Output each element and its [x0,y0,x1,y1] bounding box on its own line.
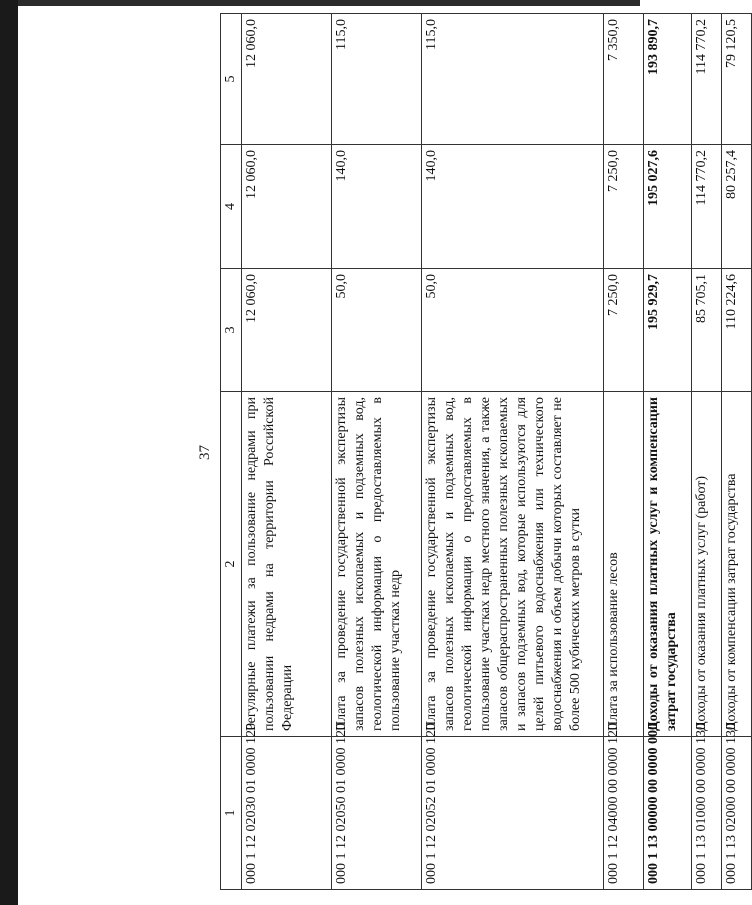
row-code: 000 1 12 02052 01 0000 120 [422,737,604,890]
row-name: Плата за использование лесов [604,392,644,737]
row-value-col3: 50,0 [422,269,604,392]
row-value-col5: 193 890,7 [644,14,692,145]
table-row-subtotal [644,14,692,890]
row-name: Плата за проведение государственной экспертизы запасов полезных ископаемых и подземных вод, геологической информации о предоставляемых в пользование участках недр [332,392,422,737]
table-row [332,14,422,890]
row-code: 000 1 12 04000 00 0000 120 [604,737,644,890]
row-value-col4: 114 770,2 [692,145,722,269]
row-name: Плата за проведение государственной экспертизы запасов полезных ископаемых и подземных вод, геологической информации о предоставляемых в пользование участках недр местного значения, а также запасов общераспространенных полезных ископаемых и запасов подземных вод, которые используются для целей питьевого водоснабжения или технического водоснабжения и объем добычи которых составляет не более 500 кубических метров в сутки [422,392,604,737]
header-col-4: 4 [221,145,242,269]
row-value-col5: 115,0 [332,14,422,145]
budget-revenue-table [220,13,752,890]
row-value-col5: 114 770,2 [692,14,722,145]
row-name: Доходы от компенсации затрат государства [722,392,752,737]
row-name: Доходы от оказания платных услуг и компенсации затрат государства [644,392,692,737]
header-col-3: 3 [221,269,242,392]
row-code: 000 1 12 02050 01 0000 120 [332,737,422,890]
page-number: 37 [197,445,213,460]
row-value-col5: 7 350,0 [604,14,644,145]
row-value-col4: 195 027,6 [644,145,692,269]
row-value-col3: 85 705,1 [692,269,722,392]
row-value-col4: 140,0 [332,145,422,269]
table-row [692,14,722,890]
row-value-col4: 7 250,0 [604,145,644,269]
header-col-5: 5 [221,14,242,145]
row-value-col4: 140,0 [422,145,604,269]
row-value-col3: 195 929,7 [644,269,692,392]
row-value-col3: 110 224,6 [722,269,752,392]
header-col-1: 1 [221,737,242,890]
row-value-col4: 12 060,0 [242,145,332,269]
row-code: 000 1 13 01000 00 0000 130 [692,737,722,890]
header-row [221,14,242,890]
table-row [722,14,752,890]
row-value-col3: 12 060,0 [242,269,332,392]
row-value-col5: 79 120,5 [722,14,752,145]
row-name: Доходы от оказания платных услуг (работ) [692,392,722,737]
row-value-col3: 7 250,0 [604,269,644,392]
row-code: 000 1 13 02000 00 0000 130 [722,737,752,890]
row-value-col3: 50,0 [332,269,422,392]
row-code: 000 1 13 00000 00 0000 000 [644,737,692,890]
table-row [604,14,644,890]
table-row [242,14,332,890]
row-value-col5: 115,0 [422,14,604,145]
row-value-col4: 80 257,4 [722,145,752,269]
row-name: Регулярные платежи за пользование недрами при пользовании недрами на территории Российской Федерации [242,392,332,737]
table-row [422,14,604,890]
header-col-2: 2 [221,392,242,737]
row-value-col5: 12 060,0 [242,14,332,145]
row-code: 000 1 12 02030 01 0000 120 [242,737,332,890]
